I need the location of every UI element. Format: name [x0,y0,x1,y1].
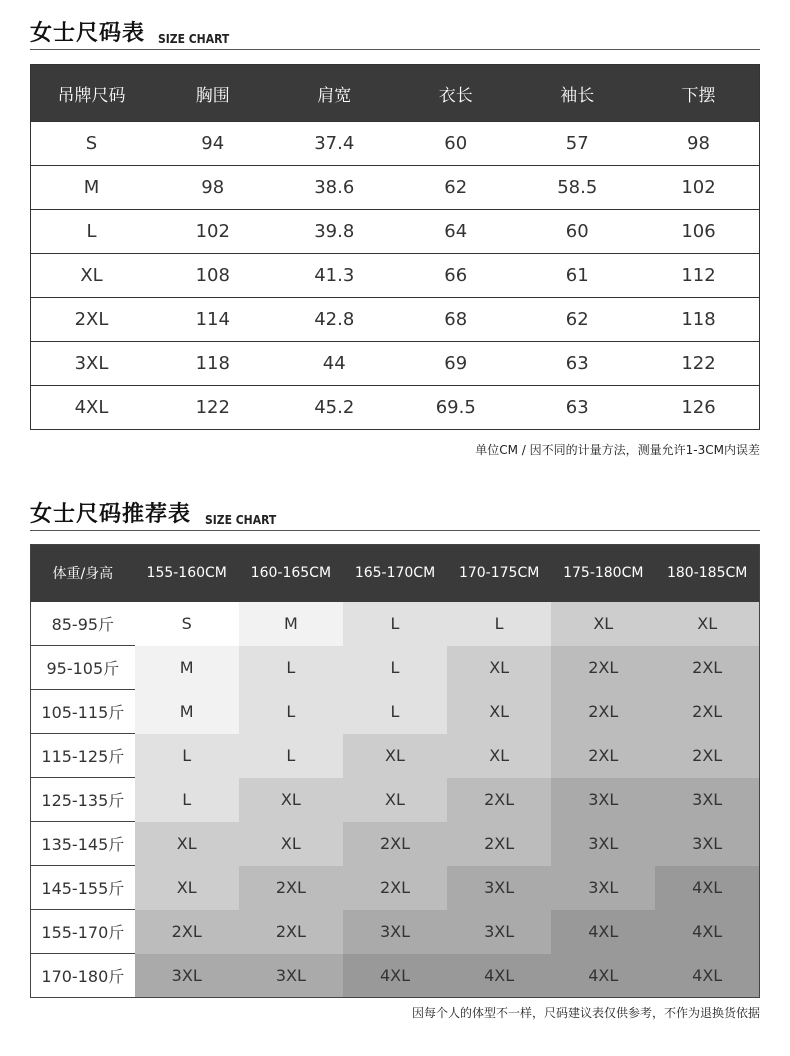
recommend-row [31,954,760,998]
measurement-cell: 126 [638,386,760,430]
header-length: 衣长 [395,65,517,122]
header-height-165-170: 165-170CM [343,545,447,602]
recommended-size-cell: XL [135,822,239,866]
recommended-size-cell: XL [447,646,551,690]
measurement-cell: 61 [517,254,639,298]
size-label-cell: 4XL [31,386,153,430]
recommended-size-cell: 4XL [655,866,759,910]
measurement-cell: 38.6 [274,166,396,210]
measurement-cell: 37.4 [274,122,396,166]
recommended-size-cell: L [343,602,447,646]
measurement-cell: 106 [638,210,760,254]
recommended-size-cell: L [447,602,551,646]
size-chart-table [30,64,760,430]
header-shoulder: 肩宽 [274,65,396,122]
size-label-cell: S [31,122,153,166]
recommended-size-cell: XL [447,690,551,734]
disclaimer-note: 因每个人的体型不一样，尺码建议表仅供参考，不作为退换货依据 [411,1006,760,1020]
measurement-cell: 42.8 [274,298,396,342]
size-label-cell: 2XL [31,298,153,342]
recommended-size-cell: 2XL [655,734,759,778]
recommended-size-cell: 4XL [551,954,655,998]
recommended-size-cell: XL [447,734,551,778]
recommended-size-cell: L [239,734,343,778]
recommended-size-cell: 2XL [655,690,759,734]
recommended-size-cell: L [343,646,447,690]
weight-range-cell: 105-115斤 [31,690,135,734]
recommended-size-cell: 2XL [551,646,655,690]
recommended-size-cell: 4XL [447,954,551,998]
measurement-cell: 64 [395,210,517,254]
measurement-cell: 60 [517,210,639,254]
recommended-size-cell: 3XL [239,954,343,998]
recommended-size-cell: 3XL [655,778,759,822]
measurement-cell: 102 [638,166,760,210]
weight-range-cell: 95-105斤 [31,646,135,690]
measurement-cell: 69 [395,342,517,386]
recommended-size-cell: M [135,690,239,734]
recommend-row [31,734,760,778]
recommended-size-cell: 3XL [551,778,655,822]
recommended-size-cell: 3XL [447,866,551,910]
recommended-size-cell: 3XL [655,822,759,866]
recommended-size-cell: XL [655,602,759,646]
recommended-size-cell: 4XL [343,954,447,998]
measurement-cell: 98 [152,166,274,210]
measurement-cell: 94 [152,122,274,166]
recommend-row [31,646,760,690]
size-chart-title-zh: 女士尺码表 [30,21,146,46]
recommended-size-cell: 3XL [343,910,447,954]
recommend-row [31,778,760,822]
recommended-size-cell: 2XL [343,866,447,910]
recommend-row [31,690,760,734]
recommended-size-cell: 2XL [551,690,655,734]
size-chart-row [31,122,760,166]
recommended-size-cell: XL [551,602,655,646]
header-height-170-175: 170-175CM [447,545,551,602]
weight-range-cell: 125-135斤 [31,778,135,822]
measurement-cell: 57 [517,122,639,166]
recommend-row [31,910,760,954]
header-bust: 胸围 [152,65,274,122]
recommended-size-cell: L [239,690,343,734]
recommended-size-cell: L [135,778,239,822]
recommended-size-cell: 2XL [343,822,447,866]
measurement-cell: 39.8 [274,210,396,254]
measurement-cell: 66 [395,254,517,298]
recommended-size-cell: XL [239,822,343,866]
recommended-size-cell: 3XL [551,866,655,910]
measurement-cell: 114 [152,298,274,342]
measurement-cell: 62 [395,166,517,210]
recommend-chart-title [30,502,760,531]
recommended-size-cell: 3XL [135,954,239,998]
header-height-155-160: 155-160CM [135,545,239,602]
weight-range-cell: 145-155斤 [31,866,135,910]
measurement-cell: 68 [395,298,517,342]
weight-range-cell: 135-145斤 [31,822,135,866]
size-chart-row [31,298,760,342]
measurement-cell: 108 [152,254,274,298]
size-chart-title-en: SIZE CHART [158,32,230,46]
weight-range-cell: 170-180斤 [31,954,135,998]
recommend-row [31,866,760,910]
recommended-size-cell: S [135,602,239,646]
size-chart-row [31,166,760,210]
recommended-size-cell: XL [343,734,447,778]
recommended-size-cell: M [135,646,239,690]
size-chart-header-row [31,65,760,122]
measurement-cell: 112 [638,254,760,298]
size-chart-title [30,21,760,50]
size-chart-row [31,210,760,254]
weight-range-cell: 155-170斤 [31,910,135,954]
measurement-cell: 63 [517,342,639,386]
measurement-cell: 118 [152,342,274,386]
recommended-size-cell: 4XL [551,910,655,954]
size-label-cell: L [31,210,153,254]
header-height-180-185: 180-185CM [655,545,759,602]
weight-range-cell: 115-125斤 [31,734,135,778]
recommended-size-cell: 2XL [135,910,239,954]
header-height-175-180: 175-180CM [551,545,655,602]
measurement-cell: 102 [152,210,274,254]
recommend-header-row [31,545,760,602]
header-tag-size: 吊牌尺码 [31,65,153,122]
measurement-cell: 58.5 [517,166,639,210]
recommended-size-cell: 2XL [447,822,551,866]
recommended-size-cell: XL [343,778,447,822]
measurement-cell: 122 [152,386,274,430]
measurement-cell: 62 [517,298,639,342]
measurement-cell: 60 [395,122,517,166]
recommended-size-cell: 2XL [655,646,759,690]
recommend-row [31,602,760,646]
size-label-cell: 3XL [31,342,153,386]
size-recommend-table [30,544,760,998]
header-sleeve: 袖长 [517,65,639,122]
measurement-cell: 44 [274,342,396,386]
recommended-size-cell: L [239,646,343,690]
header-weight-height: 体重/身高 [31,545,135,602]
measurement-cell: 69.5 [395,386,517,430]
recommended-size-cell: XL [239,778,343,822]
recommended-size-cell: 2XL [447,778,551,822]
header-height-160-165: 160-165CM [239,545,343,602]
measurement-cell: 63 [517,386,639,430]
size-chart-row [31,342,760,386]
weight-range-cell: 85-95斤 [31,602,135,646]
measurement-cell: 122 [638,342,760,386]
recommended-size-cell: L [343,690,447,734]
measurement-cell: 45.2 [274,386,396,430]
measurement-cell: 41.3 [274,254,396,298]
size-chart-row [31,386,760,430]
recommended-size-cell: L [135,734,239,778]
recommended-size-cell: 3XL [551,822,655,866]
size-label-cell: XL [31,254,153,298]
size-chart-row [31,254,760,298]
recommended-size-cell: 4XL [655,910,759,954]
header-hem: 下摆 [638,65,760,122]
recommended-size-cell: 4XL [655,954,759,998]
measurement-note: 单位CM / 因不同的计量方法，测量允许1-3CM内误差 [475,443,760,457]
recommended-size-cell: 2XL [551,734,655,778]
recommended-size-cell: XL [135,866,239,910]
recommended-size-cell: 3XL [447,910,551,954]
size-label-cell: M [31,166,153,210]
measurement-cell: 98 [638,122,760,166]
measurement-cell: 118 [638,298,760,342]
recommend-chart-title-zh: 女士尺码推荐表 [30,502,192,527]
recommended-size-cell: 2XL [239,866,343,910]
recommended-size-cell: M [239,602,343,646]
recommend-chart-title-en: SIZE CHART [205,513,277,527]
recommend-row [31,822,760,866]
recommended-size-cell: 2XL [239,910,343,954]
